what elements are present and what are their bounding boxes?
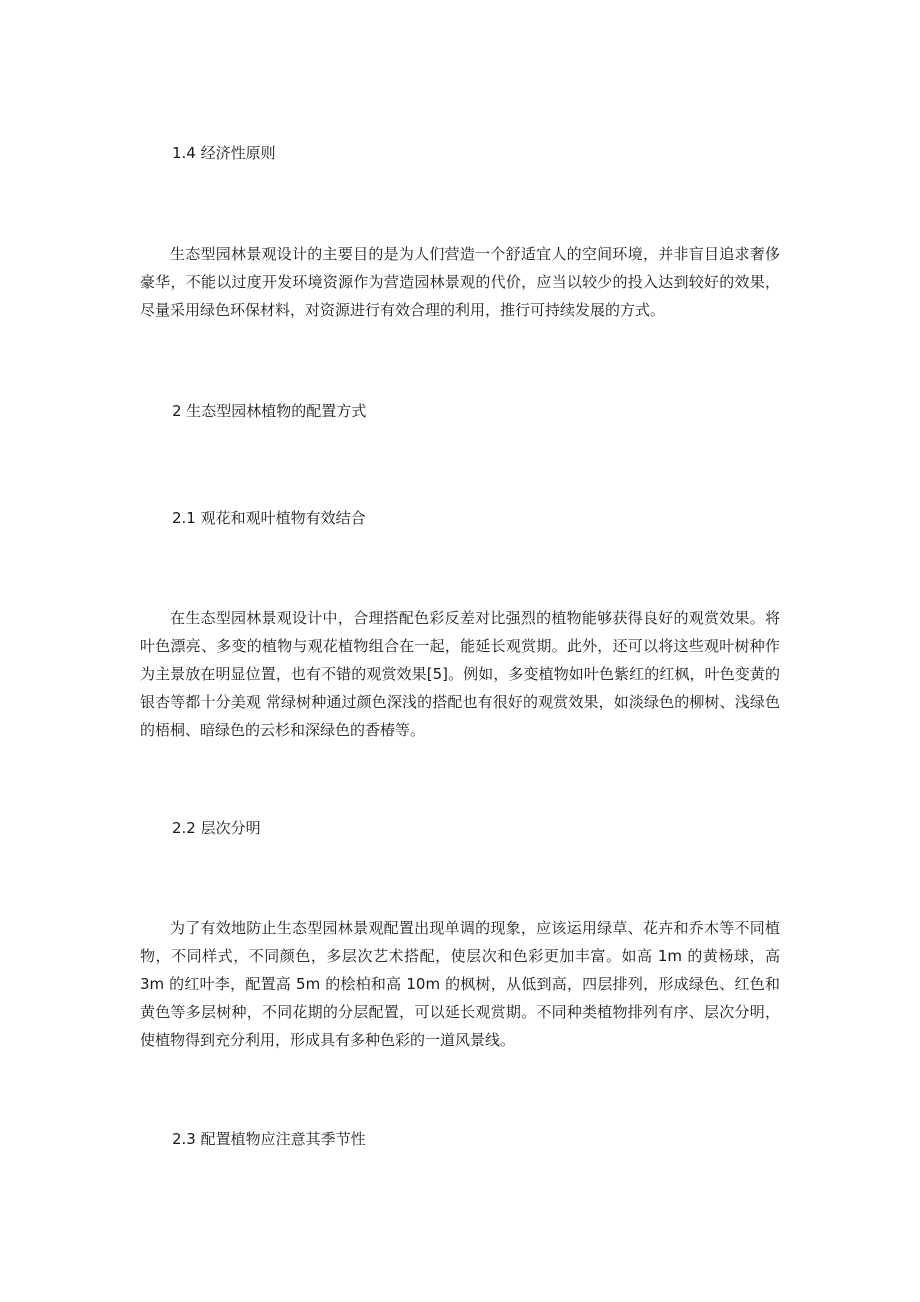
- paragraph-flower-leaf-combination: 在生态型园林景观设计中，合理搭配色彩反差对比强烈的植物能够获得良好的观赏效果。将叶色漂亮、多变的植物与观花植物组合在一起，能延长观赏期。此外，还可以将这些观叶树种作为主景放在明显位置，也有不错的观赏效果[5]。例如，多变植物如叶色紫红的红枫，叶色变黄的银杏等都十分美观 常绿树种通过颜色深浅的搭配也有很好的观赏效果，如淡绿色的柳树、浅绿色的梧桐、暗绿色的云杉和深绿色的香椿等。: [140, 609, 780, 739]
- section-heading-2-1: 2.1 观花和观叶植物有效结合: [172, 509, 366, 527]
- section-heading-1-4: 1.4 经济性原则: [172, 144, 276, 162]
- section-heading-2: 2 生态型园林植物的配置方式: [172, 402, 367, 420]
- section-heading-2-3: 2.3 配置植物应注意其季节性: [172, 1130, 366, 1148]
- section-heading-2-2: 2.2 层次分明: [172, 819, 261, 837]
- paragraph-economy-principle: 生态型园林景观设计的主要目的是为人们营造一个舒适宜人的空间环境，并非盲目追求奢侈豪华，不能以过度开发环境资源作为营造园林景观的代价，应当以较少的投入达到较好的效果，尽量采用绿色环保材料，对资源进行有效合理的利用，推行可持续发展的方式。: [140, 245, 780, 319]
- paragraph-distinct-layers: 为了有效地防止生态型园林景观配置出现单调的现象，应该运用绿草、花卉和乔木等不同植物，不同样式，不同颜色，多层次艺术搭配，使层次和色彩更加丰富。如高 1m 的黄杨球，高 3m 的红叶李，配置高 5m 的桧柏和高 10m 的枫树，从低到高，四层排列，形成绿色、红色和黄色等多层树种，不同花期的分层配置，可以延长观赏期。不同种类植物排列有序、层次分明，使植物得到充分利用，形成具有多种色彩的一道风景线。: [140, 919, 780, 1049]
